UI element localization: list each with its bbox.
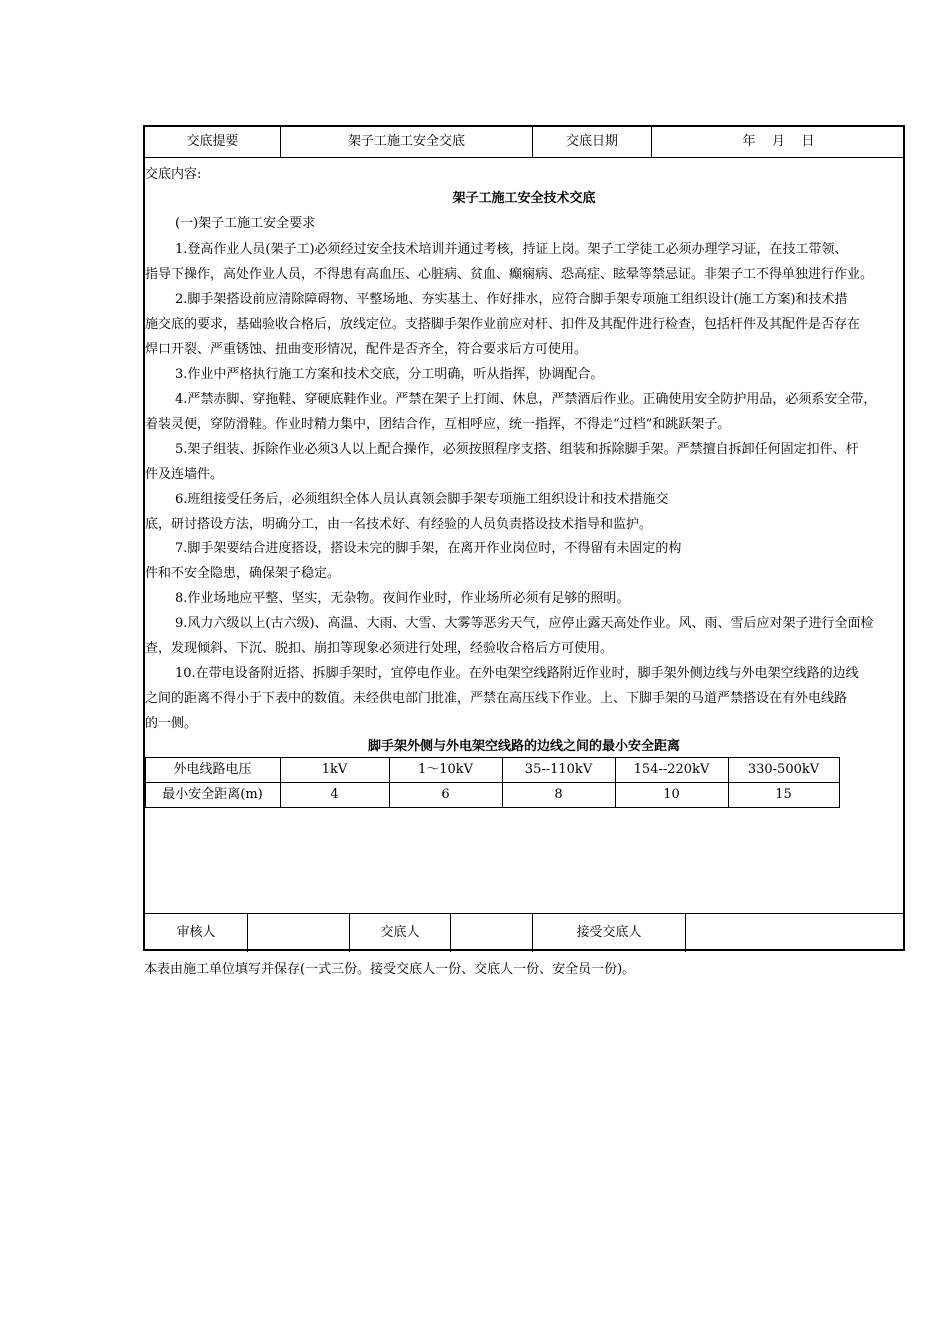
table-cell: 6 xyxy=(441,787,450,802)
table-cell: 最小安全距离(m) xyxy=(162,787,263,802)
body-line: 6.班组接受任务后，必须组织全体人员认真领会脚手架专项施工组织设计和技术措施交 xyxy=(175,492,669,507)
body-line: 9.风力六级以上(古六级)、高温、大雨、大雪、大雾等恶劣天气，应停止露天高处作业。风、雨、雪后应对架子进行全面检 xyxy=(175,616,874,631)
body-line: 7.脚手架要结合进度搭设，搭设未完的脚手架，在离开作业岗位时，不得留有未固定的构 xyxy=(175,541,682,556)
table-cell: 35--110kV xyxy=(524,762,593,777)
header-value-summary: 架子工施工安全交底 xyxy=(347,134,465,149)
distance-table-title: 脚手架外侧与外电架空线路的边线之间的最小安全距离 xyxy=(367,739,680,754)
body-line: 的一侧。 xyxy=(145,716,198,731)
table-cell: 15 xyxy=(775,787,792,802)
body-line: 5.架子组装、拆除作业必须3人以上配合操作，必须按照程序支搭、组装和拆除脚手架。严禁擅自拆卸任何固定扣件、杆 xyxy=(175,442,859,457)
discloser-field[interactable] xyxy=(451,914,532,952)
body-line: 指导下操作，高处作业人员，不得患有高血压、心脏病、贫血、癫痫病、恐高症、眩晕等禁忌证。非架子工不得单独进行作业。 xyxy=(145,267,874,282)
body-line: 底，研讨搭设方法，明确分工，由一名技术好、有经验的人员负责搭设技术指导和监护。 xyxy=(145,517,653,532)
body-line: 4.严禁赤脚、穿拖鞋、穿硬底鞋作业。严禁在架子上打闹、休息，严禁酒后作业。正确使用安全防护用品，必须系安全带， xyxy=(175,392,877,407)
content-label: 交底内容: xyxy=(145,167,202,182)
receiver-field[interactable] xyxy=(686,914,905,952)
body-line: 焊口开裂、严重锈蚀、扭曲变形情况，配件是否齐全，符合要求后方可使用。 xyxy=(145,342,588,357)
table-cell: 1kV xyxy=(321,762,348,777)
reviewer-field[interactable] xyxy=(248,914,349,952)
body-line: 查，发现倾斜、下沉、脱扣、崩扣等现象必须进行处理，经验收合格后方可使用。 xyxy=(145,641,614,656)
table-cell: 外电线路电压 xyxy=(173,762,252,777)
body-line: 件和不安全隐患，确保架子稳定。 xyxy=(145,566,341,581)
body-line: 8.作业场地应平整、坚实，无杂物。夜间作业时，作业场所必须有足够的照明。 xyxy=(175,591,630,606)
body-line: 10.在带电设备附近搭、拆脚手架时，宜停电作业。在外电架空线路附近作业时，脚手架外侧边线与外电架空线路的边线 xyxy=(175,666,859,681)
table-cell: 4 xyxy=(330,787,339,802)
table-cell: 8 xyxy=(554,787,563,802)
table-cell: 330-500kV xyxy=(747,762,820,777)
body-line: 着装灵便，穿防滑鞋。作业时精力集中，团结合作，互相呼应，统一指挥，不得走“过档”和跳跃架子。 xyxy=(145,417,731,432)
distance-table xyxy=(145,757,840,808)
table-cell: 1～10kV xyxy=(417,762,474,777)
signature-row xyxy=(145,913,903,952)
header-label-date: 交底日期 xyxy=(565,134,618,149)
header-row xyxy=(145,127,903,158)
header-value-date: 年 月 日 xyxy=(742,134,815,149)
body-line: 件及连墙件。 xyxy=(145,467,224,482)
body-line: 3.作业中严格执行施工方案和技术交底，分工明确，听从指挥，协调配合。 xyxy=(175,367,604,382)
body-line: 2.脚手架搭设前应清除障碍物、平整场地、夯实基土、作好排水，应符合脚手架专项施工组织设计(施工方案)和技术措 xyxy=(175,292,848,307)
body-line: 施交底的要求，基础验收合格后，放线定位。支搭脚手架作业前应对杆、扣件及其配件进行检查，包括杆件及其配件是否存在 xyxy=(145,317,861,332)
footnote: 本表由施工单位填写并保存(一式三份。接受交底人一份、交底人一份、安全员一份)。 xyxy=(144,962,636,977)
document-title: 架子工施工安全技术交底 xyxy=(452,191,596,206)
discloser-label: 交底人 xyxy=(380,925,420,940)
table-cell: 154--220kV xyxy=(633,762,710,777)
section-heading: (一)架子工施工安全要求 xyxy=(175,216,316,231)
table-cell: 10 xyxy=(663,787,680,802)
header-label-summary: 交底提要 xyxy=(186,134,239,149)
disclosure-form xyxy=(143,125,905,951)
reviewer-label: 审核人 xyxy=(176,925,216,940)
receiver-label: 接受交底人 xyxy=(576,925,642,940)
body-line: 1.登高作业人员(架子工)必须经过安全技术培训并通过考核，持证上岗。架子工学徒工必须办理学习证，在技工带领、 xyxy=(175,242,848,257)
body-line: 之间的距离不得小于下表中的数值。未经供电部门批准，严禁在高压线下作业。上、下脚手架的马道严禁搭设在有外电线路 xyxy=(145,691,848,706)
